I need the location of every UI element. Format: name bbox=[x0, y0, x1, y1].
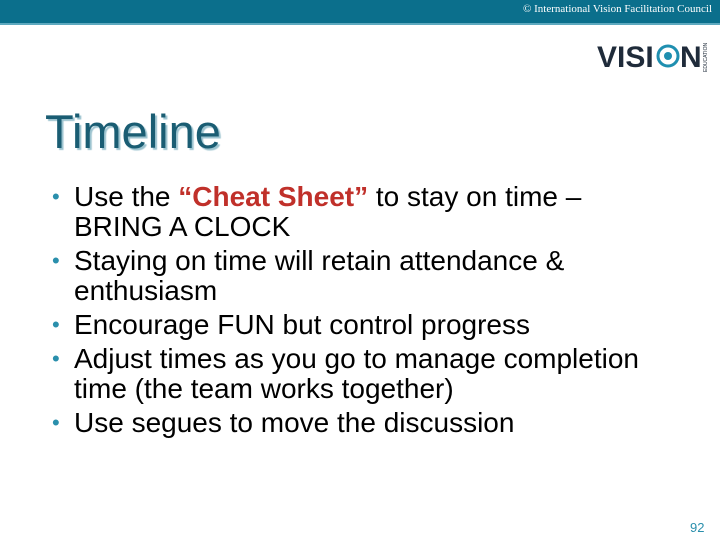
bullet-highlight: “Cheat Sheet” bbox=[178, 181, 369, 212]
page-number: 92 bbox=[690, 520, 705, 535]
bullet-dot-icon: • bbox=[52, 346, 60, 371]
vision-logo bbox=[597, 36, 717, 76]
bullet-item bbox=[52, 182, 672, 242]
bullet-text-post: to stay on time – BRING A CLOCK bbox=[74, 181, 582, 242]
copyright-text: © International Vision Facilitation Council bbox=[523, 3, 712, 15]
logo-side-text: EDUCATION bbox=[703, 42, 709, 72]
bullet-dot-icon: • bbox=[52, 312, 60, 337]
bullet-text: Use segues to move the discussion bbox=[74, 407, 515, 438]
logo-text-right: N bbox=[680, 41, 702, 74]
bullet-item bbox=[52, 344, 672, 404]
bullet-item bbox=[52, 246, 672, 306]
bullet-text: Adjust times as you go to manage completion time (the team works together) bbox=[74, 343, 639, 404]
slide-title: Timeline bbox=[45, 105, 221, 158]
logo-text-left: VISI bbox=[597, 41, 654, 74]
bullet-dot-icon: • bbox=[52, 410, 60, 435]
bullet-text: Use the bbox=[74, 181, 179, 212]
bullet-dot-icon: • bbox=[52, 248, 60, 273]
logo-pupil-icon bbox=[664, 52, 672, 60]
header-bar bbox=[0, 0, 720, 23]
bullet-list bbox=[52, 182, 672, 442]
bullet-text: Staying on time will retain attendance & enthusiasm bbox=[74, 245, 565, 306]
bullet-item bbox=[52, 408, 672, 438]
bullet-item bbox=[52, 310, 672, 340]
bullet-dot-icon: • bbox=[52, 184, 60, 209]
bullet-text: Encourage FUN but control progress bbox=[74, 309, 530, 340]
